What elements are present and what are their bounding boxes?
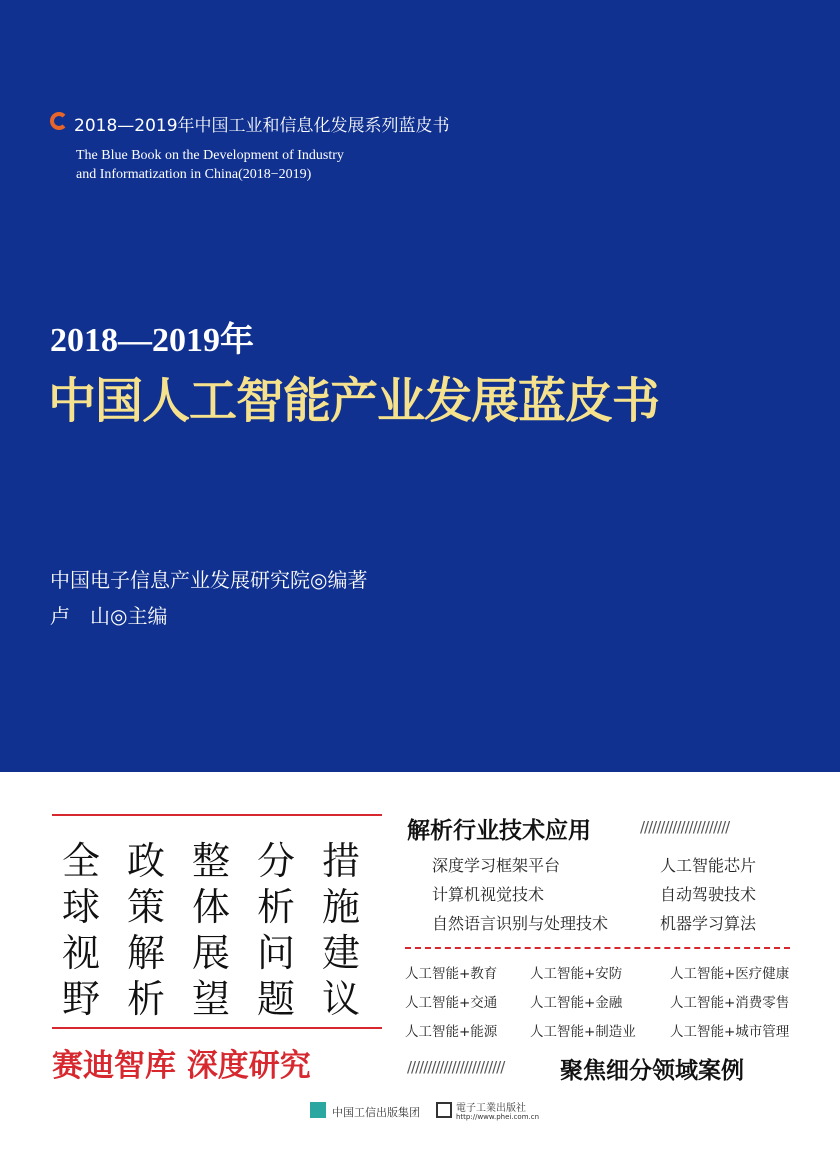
- keywords-grid: [62, 830, 387, 1021]
- keyword-char: 体: [192, 885, 231, 929]
- keyword-char: 望: [192, 977, 231, 1021]
- keyword-char: 整: [192, 839, 231, 883]
- keyword-char: 议: [322, 977, 361, 1021]
- keyword-char: 析: [127, 977, 166, 1021]
- cases-heading: 聚焦细分领域案例: [560, 1058, 744, 1084]
- slogan: 赛迪智库 深度研究: [52, 1048, 311, 1084]
- keyword-char: 展: [192, 931, 231, 975]
- red-rule-top: [52, 814, 382, 816]
- tech-item: 自然语言识别与处理技术: [432, 914, 609, 933]
- keyword-char: 野: [62, 977, 101, 1021]
- keyword-char: 措: [322, 839, 361, 883]
- tech-heading: 解析行业技术应用: [407, 818, 591, 844]
- case-item: 人工智能+能源: [405, 1024, 498, 1040]
- keyword-char: 策: [127, 885, 166, 929]
- case-item: 人工智能+教育: [405, 966, 498, 982]
- publisher-group: 中国工信出版集团: [332, 1106, 420, 1119]
- publisher-press: 電子工業出版社: [456, 1103, 526, 1114]
- red-rule-bottom: [52, 1027, 382, 1029]
- publisher-url: http://www.phei.com.cn: [456, 1113, 540, 1121]
- case-item: 人工智能+交通: [405, 995, 498, 1011]
- english-title: [76, 146, 344, 184]
- cases-grid: [405, 962, 800, 1049]
- keyword-char: 施: [322, 885, 361, 929]
- english-line-2: and Informatization in China(2018−2019): [76, 167, 312, 182]
- keyword-char: 分: [257, 839, 296, 883]
- tech-slashes: //////////////////////: [640, 818, 730, 836]
- keyword-char: 建: [322, 931, 361, 975]
- tech-item: 人工智能芯片: [660, 856, 757, 875]
- keyword-char: 政: [127, 839, 166, 883]
- keyword-char: 问: [257, 931, 296, 975]
- series-logo-icon: [50, 112, 68, 130]
- book-year: 2018—2019年: [50, 322, 254, 359]
- case-item: 人工智能+制造业: [530, 1024, 636, 1040]
- case-item: 人工智能+城市管理: [670, 1024, 790, 1040]
- chief-editor: 卢 山◎主编: [50, 604, 168, 628]
- keyword-char: 球: [62, 885, 101, 929]
- keyword-char: 视: [62, 931, 101, 975]
- keyword-char: 解: [127, 931, 166, 975]
- tech-list: [432, 853, 820, 940]
- case-item: 人工智能+医疗健康: [670, 966, 790, 982]
- series-title: 2018—2019年中国工业和信息化发展系列蓝皮书: [74, 116, 450, 136]
- cases-slashes: ////////////////////////: [407, 1058, 505, 1076]
- tech-item: 深度学习框架平台: [432, 856, 561, 875]
- group-logo-icon: [310, 1102, 326, 1118]
- case-item: 人工智能+金融: [530, 995, 623, 1011]
- english-line-1: The Blue Book on the Development of Industry: [76, 148, 344, 163]
- case-item: 人工智能+消费零售: [670, 995, 790, 1011]
- book-title: 中国人工智能产业发展蓝皮书: [48, 373, 660, 429]
- editor-org: 中国电子信息产业发展研究院◎编著: [50, 568, 368, 592]
- tech-item: 计算机视觉技术: [432, 885, 545, 904]
- dashed-divider: [405, 947, 790, 949]
- keyword-char: 题: [257, 977, 296, 1021]
- keyword-char: 全: [62, 839, 101, 883]
- press-logo-icon: [436, 1102, 452, 1118]
- keyword-char: 析: [257, 885, 296, 929]
- case-item: 人工智能+安防: [530, 966, 623, 982]
- tech-item: 机器学习算法: [660, 914, 757, 933]
- tech-item: 自动驾驶技术: [660, 885, 757, 904]
